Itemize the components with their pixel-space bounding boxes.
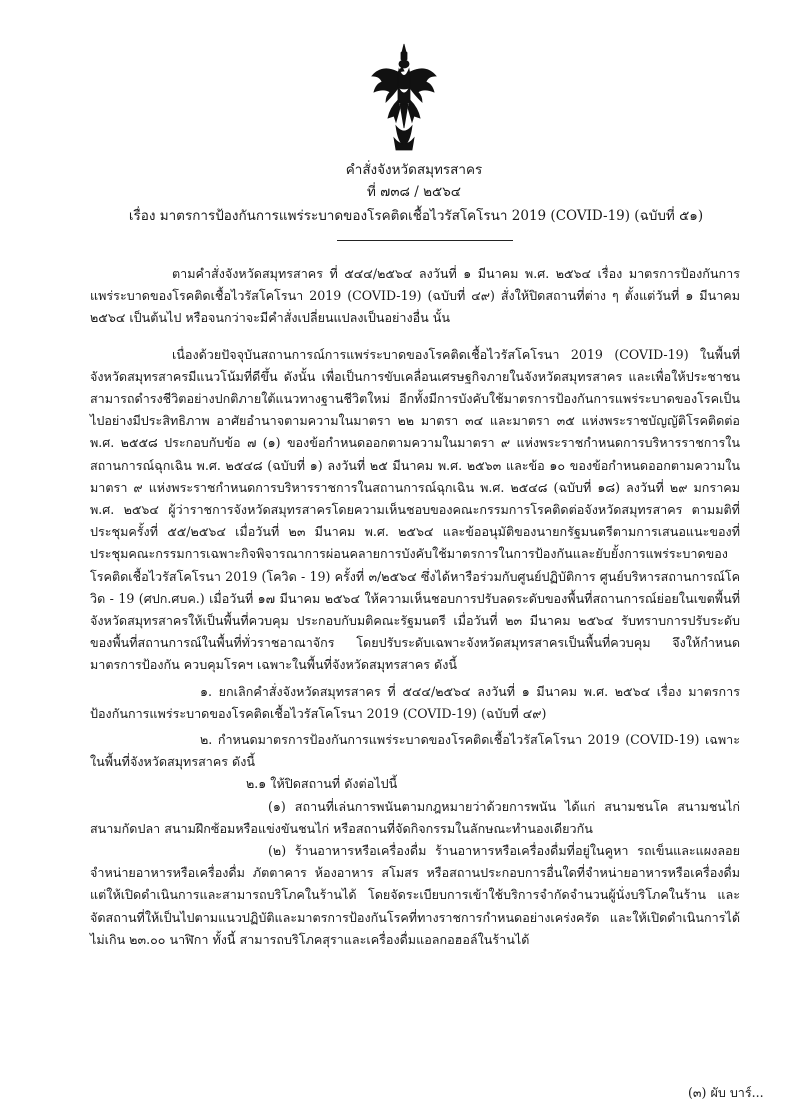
order-body bbox=[90, 263, 740, 951]
order-subject: เรื่อง มาตรการป้องกันการแพร่ระบาดของโรคติดเชื้อไวรัสโคโรนา 2019 (COVID-19) (ฉบับที่ ๕๑) bbox=[128, 208, 704, 224]
continuation-marker: (๓) ผับ บาร์... bbox=[688, 1085, 764, 1100]
garuda-emblem-icon bbox=[368, 42, 440, 152]
item-1-revoke: ๑. ยกเลิกคำสั่งจังหวัดสมุทรสาคร ที่ ๕๔๔/๒๕๖๔ ลงวันที่ ๑ มีนาคม พ.ศ. ๒๕๖๔ เรื่อง มาตรการป้องกันการแพร่ระบาดของโรคติดเชื้อไวรัสโคโรนา 2019 (COVID-19) (ฉบับที่ ๔๙) bbox=[90, 683, 740, 721]
paragraph-reference: ตามคำสั่งจังหวัดสมุทรสาคร ที่ ๕๔๔/๒๕๖๔ ลงวันที่ ๑ มีนาคม พ.ศ. ๒๕๖๔ เรื่อง มาตรการป้องกันการแพร่ระบาดของโรคติดเชื้อไวรัสโคโรนา 2019 (COVID-19) (ฉบับที่ ๔๙) สั่งให้ปิดสถานที่ต่าง ๆ ตั้งแต่วันที่ ๑ มีนาคม ๒๕๖๔ เป็นต้นไป หรือจนกว่าจะมีคำสั่งเปลี่ยนแปลงเป็นอย่างอื่น นั้น bbox=[90, 266, 740, 326]
header-divider bbox=[337, 240, 513, 241]
subitem-restaurants: (๒) ร้านอาหารหรือเครื่องดื่ม ร้านอาหารหรือเครื่องดื่มที่อยู่ในคูหา รถเข็นและแผงลอยจำหน่ายอาหารหรือเครื่องดื่ม ภัตตาคาร ห้องอาหาร สโมสร หรือสถานประกอบการอื่นใดที่จำหน่ายอาหารหรือเครื่องดื่ม แต่ให้เปิดดำเนินการและสามารถบริโภคในร้านได้ โดยจัดระเบียบการเข้าใช้บริการจำกัดจำนวนผู้นั่งบริโภคในร้าน และจัดสถานที่ให้เป็นไปตามแนวปฏิบัติและมาตรการป้องกันโรคที่ทางราชการกำหนดอย่างเคร่งครัด และให้เปิดดำเนินการได้ไม่เกิน ๒๓.๐๐ นาฬิกา ทั้งนี้ สามารถบริโภคสุราและเครื่องดื่มแอลกอฮอล์ในร้านได้ bbox=[90, 843, 740, 947]
item-2-measures: ๒. กำหนดมาตรการป้องกันการแพร่ระบาดของโรคติดเชื้อไวรัสโคโรนา 2019 (COVID-19) เฉพาะในพื้นที่จังหวัดสมุทรสาคร ดังนี้ bbox=[90, 732, 740, 770]
order-number: ที่ ๗๓๘ / ๒๕๖๔ bbox=[366, 184, 462, 200]
order-title: คำสั่งจังหวัดสมุทรสาคร bbox=[345, 162, 483, 178]
paragraph-rationale: เนื่องด้วยปัจจุบันสถานการณ์การแพร่ระบาดของโรคติดเชื้อไวรัสโคโรนา 2019 (COVID-19) ในพื้นที่จังหวัดสมุทรสาครมีแนวโน้มที่ดีขึ้น ดังนั้น เพื่อเป็นการขับเคลื่อนเศรษฐกิจภายในจังหวัดสมุทรสาคร และเพื่อให้ประชาชนสามารถดำรงชีวิตอย่างปกติภายใต้แนวทางฐานชีวิตใหม่ อีกทั้งมีการบังคับใช้มาตรการป้องกันการแพร่ระบาดของโรคเป็นไปอย่างมีประสิทธิภาพ อาศัยอำนาจตามความในมาตรา ๒๒ มาตรา ๓๔ และมาตรา ๓๕ แห่งพระราชบัญญัติโรคติดต่อ พ.ศ. ๒๕๕๘ ประกอบกับข้อ ๗ (๑) ของข้อกำหนดออกตามความในมาตรา ๙ แห่งพระราชกำหนดการบริหารราชการในสถานการณ์ฉุกเฉิน พ.ศ. ๒๕๔๘ (ฉบับที่ ๑) ลงวันที่ ๒๕ มีนาคม พ.ศ. ๒๕๖๓ และข้อ ๑๐ ของข้อกำหนดออกตามความในมาตรา ๙ แห่งพระราชกำหนดการบริหารราชการในสถานการณ์ฉุกเฉิน พ.ศ. ๒๕๔๘ (ฉบับที่ ๑๘) ลงวันที่ ๒๙ มกราคม พ.ศ. ๒๕๖๔ ผู้ว่าราชการจังหวัดสมุทรสาครโดยความเห็นชอบของคณะกรรมการโรคติดต่อจังหวัดสมุทรสาคร ตามมติที่ประชุมครั้งที่ ๕๕/๒๕๖๔ เมื่อวันที่ ๒๓ มีนาคม พ.ศ. ๒๕๖๔ และข้ออนุมัติของนายกรัฐมนตรีตามการเสนอแนะของที่ประชุมคณะกรรมการเฉพาะกิจพิจารณาการผ่อนคลายการบังคับใช้มาตรการในการป้องกันและยับยั้งการแพร่ระบาดของโรคติดเชื้อไวรัสโคโรนา 2019 (โควิด - 19) ครั้งที่ ๓/๒๕๖๔ ซึ่งได้หารือร่วมกับศูนย์ปฏิบัติการ ศูนย์บริหารสถานการณ์โควิด - 19 (ศปก.ศบค.) เมื่อวันที่ ๑๗ มีนาคม ๒๕๖๔ ให้ความเห็นชอบการปรับลดระดับของพื้นที่สถานการณ์ย่อยในเขตพื้นที่จังหวัดสมุทรสาครให้เป็นพื้นที่ควบคุม ประกอบกับมติคณะรัฐมนตรี เมื่อวันที่ ๒๓ มีนาคม ๒๕๖๔ รับทราบการปรับระดับของพื้นที่สถานการณ์ในพื้นที่ทั่วราชอาณาจักร โดยปรับระดับเฉพาะจังหวัดสมุทรสาครเป็นพื้นที่ควบคุม จึงให้กำหนดมาตรการป้องกัน ควบคุมโรคฯ เฉพาะในพื้นที่จังหวัดสมุทรสาคร ดังนี้ bbox=[90, 346, 740, 673]
item-2-1-close-places: ๒.๑ ให้ปิดสถานที่ ดังต่อไปนี้ bbox=[246, 776, 398, 792]
subitem-gambling: (๑) สถานที่เล่นการพนันตามกฎหมายว่าด้วยการพนัน ได้แก่ สนามชนโค สนามชนไก่ สนามกัดปลา สนามฝึกซ้อมหรือแข่งขันชนไก่ หรือสถานที่จัดกิจกรรมในลักษณะทำนองเดียวกัน bbox=[90, 798, 740, 836]
